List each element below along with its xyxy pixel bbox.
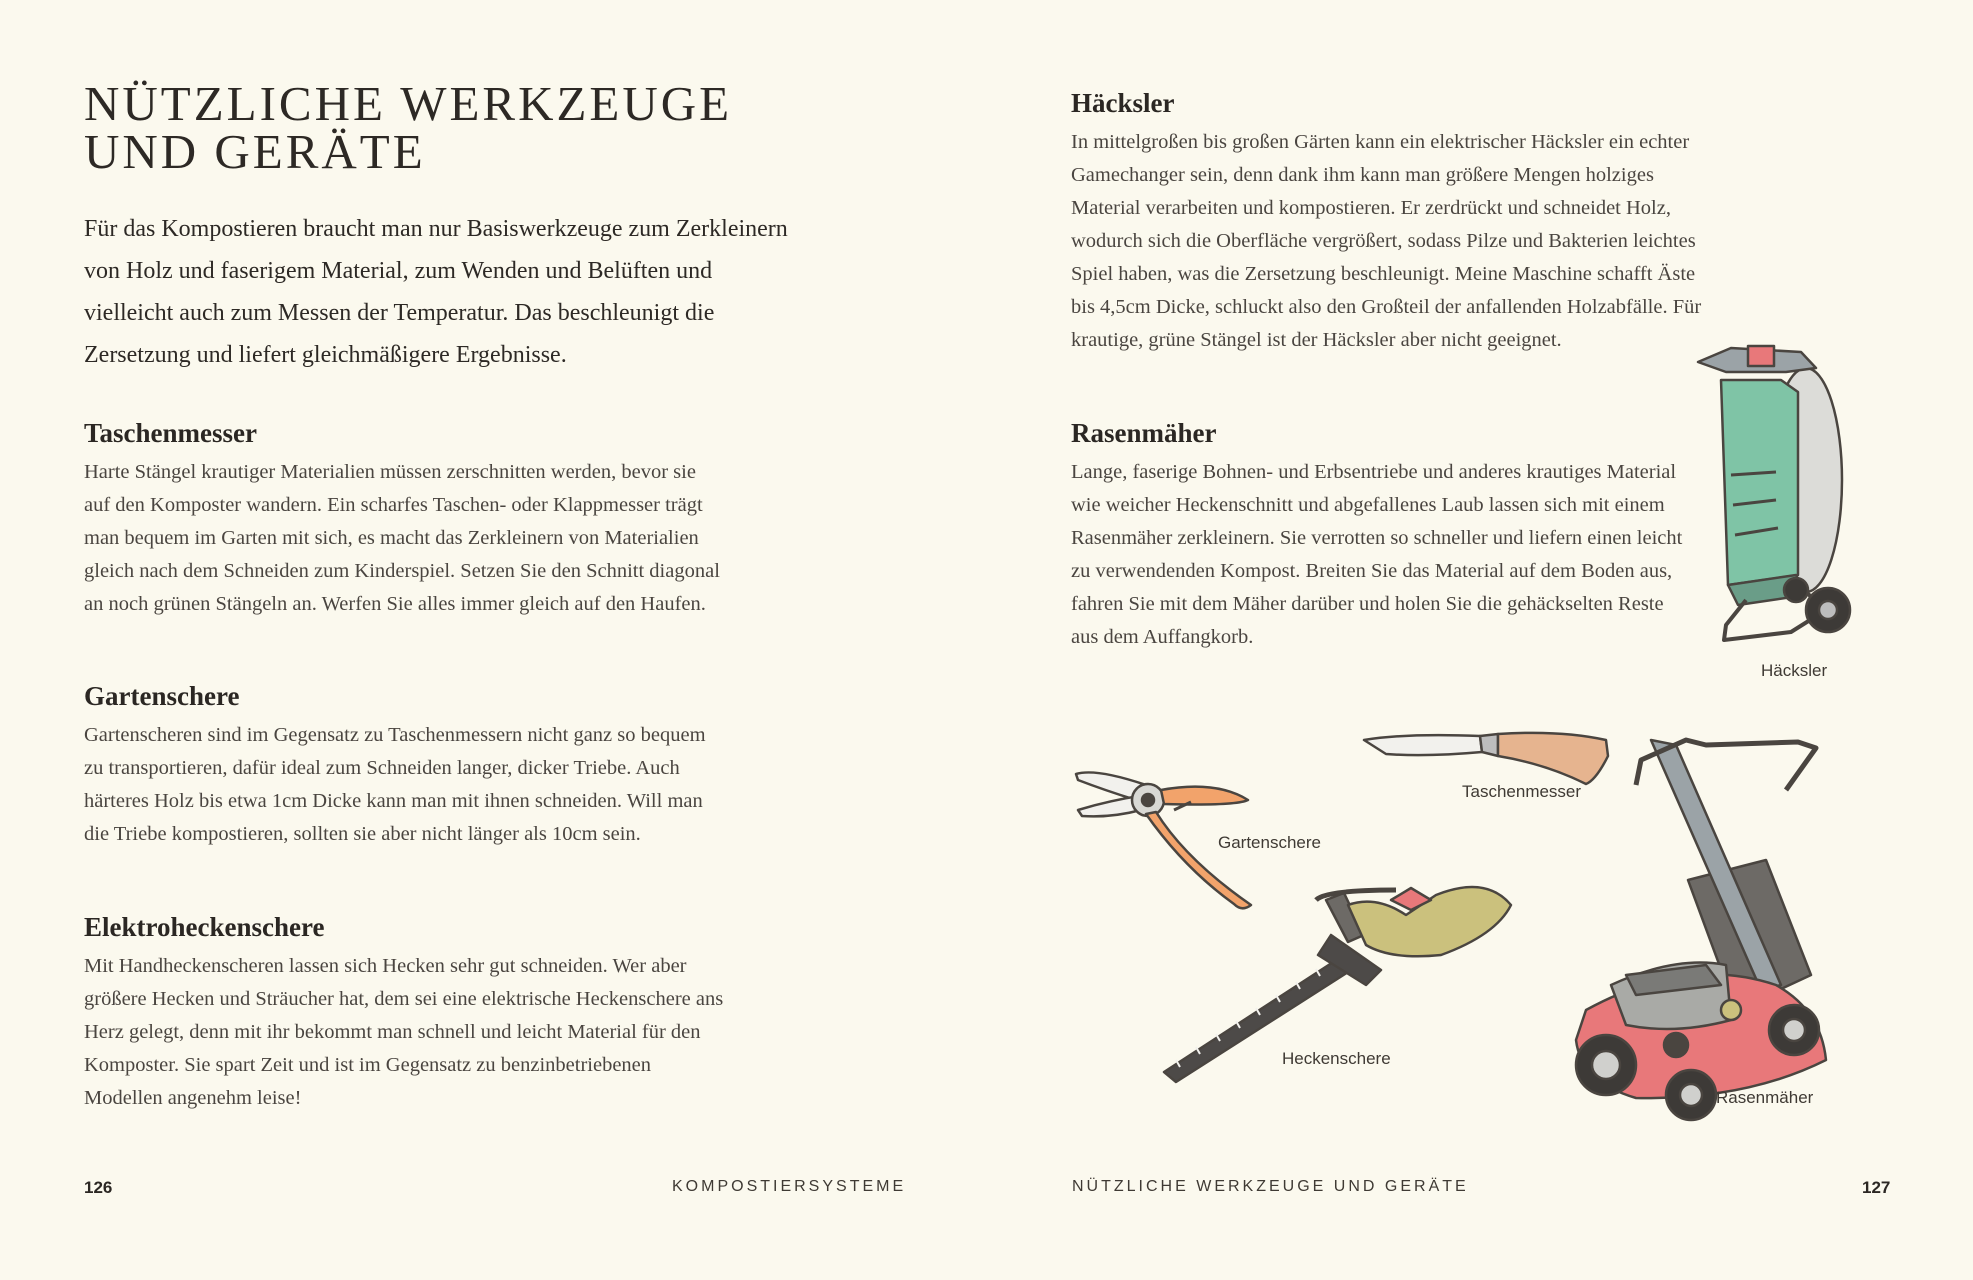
tool-illustrations (986, 0, 1973, 1280)
section-heading: Taschenmesser (84, 418, 257, 448)
shredder-illustration (1698, 346, 1850, 640)
section-body: Harte Stängel krautiger Materialien müssen zerschnitten werden, bevor sie auf den Komposter wandern. Ein scharfes Taschen- oder Klappmesser trägt man bequem im Garten mit sich, es macht das Zerkleinern von Materialien gleich nach dem Schneiden zum Kinderspiel. Setzen Sie den Schnitt diagonal an noch grünen Stängeln an. Werfen Sie alles immer gleich auf den Haufen. (84, 461, 720, 615)
running-head-right: NÜTZLICHE WERKZEUGE UND GERÄTE (1072, 1178, 1469, 1195)
lawn-mower-illustration (1576, 740, 1826, 1120)
pocket-knife-illustration (1364, 733, 1608, 784)
intro-paragraph: Für das Kompostieren braucht man nur Basiswerkzeuge zum Zerkleinern von Holz und faserigem Material, zum Wenden und Belüften und vielleicht auch zum Messen der Temperatur. Das beschleunigt die Zersetzung und liefert gleichmäßigere Ergebnisse. (84, 216, 788, 368)
caption-heckenschere: Heckenschere (1282, 1049, 1391, 1068)
section-heading: Gartenschere (84, 681, 240, 711)
section-heading: Rasenmäher (1071, 418, 1217, 448)
page-title-line-1: NÜTZLICHE WERKZEUGE (84, 76, 733, 131)
section-gartenschere (84, 679, 724, 851)
section-heading: Häcksler (1071, 88, 1175, 118)
caption-rasenmaeher: Rasenmäher (1716, 1088, 1814, 1107)
page-number-right: 127 (1862, 1178, 1891, 1197)
caption-haecksler: Häcksler (1761, 661, 1828, 680)
section-body: Lange, faserige Bohnen- und Erbsentriebe und anderes krautiges Material wie weicher Heckenschnitt und abgefallenes Laub lassen sich mit einem Rasenmäher zerkleinern. Sie verrotten so schneller und liefern einen leicht zu verwendenden Kompost. Breiten Sie das Material auf dem Boden aus, fahren Sie mit dem Mäher darüber und holen Sie die gehäckselten Reste aus dem Auffangkorb. (1071, 461, 1683, 648)
section-body: In mittelgroßen bis großen Gärten kann ein elektrischer Häcksler ein echter Gamechanger sein, denn dank ihm kann man größere Mengen holziges Material verarbeiten und kompostieren. Er zerdrückt und schneidet Holz, wodurch sich die Oberfläche vergrößert, sodass Pilze und Bakterien leichtes Spiel haben, was die Zersetzung beschleunigt. Meine Maschine schafft Äste bis 4,5cm Dicke, schluckt also den Großteil der anfallenden Holzabfälle. Für krautige, grüne Stängel ist der Häcksler aber nicht geeignet. (1071, 131, 1702, 351)
section-elektroheckenschere (84, 910, 724, 1115)
running-head-left: KOMPOSTIERSYSTEME (672, 1178, 907, 1195)
section-taschenmesser (84, 416, 724, 621)
caption-gartenschere: Gartenschere (1218, 833, 1321, 852)
section-body: Gartenscheren sind im Gegensatz zu Taschenmessern nicht ganz so bequem zu transportieren, dafür ideal zum Schneiden langer, dicker Triebe. Auch härteres Holz bis etwa 1cm Dicke kann man mit ihnen schneiden. Will man die Triebe kompostieren, sollten sie aber nicht länger als 10cm sein. (84, 724, 706, 845)
left-page (0, 0, 986, 1280)
page-title (84, 76, 733, 179)
section-body: Mit Handheckenscheren lassen sich Hecken sehr gut schneiden. Wer aber größere Hecken und Sträucher hat, dem sei eine elektrische Heckenschere ans Herz gelegt, denn mit ihr bekommt man schnell und leicht Material für den Komposter. Sie spart Zeit und ist im Gegensatz zu benzinbetriebenen Modellen angenehm leise! (84, 955, 724, 1109)
page-title-line-2: UND GERÄTE (84, 124, 426, 179)
section-heading: Elektroheckenschere (84, 912, 325, 942)
page-number-left: 126 (84, 1178, 113, 1197)
right-page (986, 0, 1973, 1280)
caption-taschenmesser: Taschenmesser (1462, 782, 1582, 801)
